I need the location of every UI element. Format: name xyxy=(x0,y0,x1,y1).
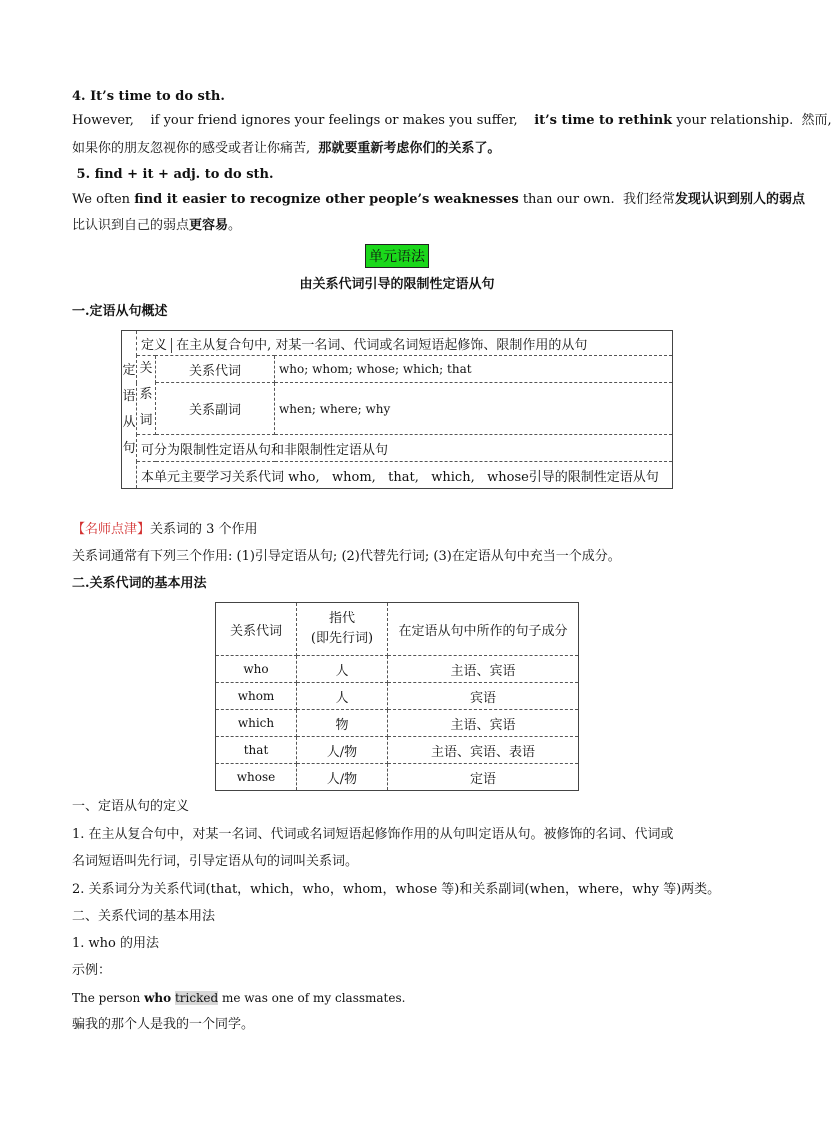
section-4-chinese xyxy=(72,140,500,158)
tip-tag: 【名师点津】 xyxy=(72,522,151,537)
bold-phrase: 发现认识到别人的弱点 xyxy=(674,192,805,207)
cell: 主语、宾语 xyxy=(388,710,579,737)
table-row xyxy=(216,656,579,683)
who-usage-heading: 1. who 的用法 xyxy=(72,936,159,951)
table-header-row xyxy=(216,603,579,656)
char: 语 xyxy=(122,388,136,404)
pronoun-usage-table xyxy=(215,602,579,791)
header-line: 指代 xyxy=(328,611,355,626)
table-row xyxy=(122,331,673,356)
cell: 宾语 xyxy=(388,683,579,710)
tip-body: 关系词通常有下列三个作用: (1)引导定语从句; (2)代替先行词; (3)在定语从句中充当一个成分。 xyxy=(72,549,621,564)
section-5-english xyxy=(72,191,805,209)
overview-table xyxy=(121,330,673,489)
def-label: 定义 xyxy=(141,337,168,353)
cell: 人 xyxy=(297,683,388,710)
highlighted-word: tricked xyxy=(174,991,219,1005)
cell: whose xyxy=(216,764,297,791)
table-row xyxy=(216,710,579,737)
unit-grammar-badge: 单元语法 xyxy=(365,244,429,268)
example-translation: 骗我的那个人是我的一个同学。 xyxy=(72,1017,255,1032)
table-row xyxy=(216,683,579,710)
text: than our own. 我们经常 xyxy=(518,192,675,207)
adv-label: 关系副词 xyxy=(156,383,275,435)
section-4-heading: 4. It’s time to do sth. xyxy=(72,89,225,104)
bold-phrase: find it easier to recognize other people’s weaknesses xyxy=(134,192,519,207)
char: 关 xyxy=(139,361,153,376)
cell: whom xyxy=(216,683,297,710)
text: your relationship. 然而, xyxy=(672,113,832,128)
text: We often xyxy=(72,192,135,207)
cell: 定语 xyxy=(388,764,579,791)
cell: 主语、宾语 xyxy=(388,656,579,683)
section-5-heading: 5. find + it + adj. to do sth. xyxy=(72,167,274,182)
char: 定 xyxy=(122,362,136,378)
cell: that xyxy=(216,737,297,764)
section-2-heading: 二.关系代词的基本用法 xyxy=(72,576,207,591)
bold-phrase: 更容易 xyxy=(189,218,229,233)
bold-phrase: 那就要重新考虑你们的关系了。 xyxy=(318,141,501,156)
pron-text: who; whom; whose; which; that xyxy=(275,356,673,383)
section-4-english xyxy=(72,112,832,130)
cell: 物 xyxy=(297,710,388,737)
grammar-title: 由关系代词引导的限制性定语从句 xyxy=(299,277,495,292)
unit-badge-wrap xyxy=(72,244,722,268)
text: However, if your friend ignores your feelings or makes you suffer, xyxy=(72,113,535,128)
definition-p1b: 名词短语叫先行词，引导定语从句的词叫关系词。 xyxy=(72,854,359,869)
section-1-heading: 一.定语从句概述 xyxy=(72,304,168,319)
cell: which xyxy=(216,710,297,737)
char: 词 xyxy=(139,413,153,428)
pron-label: 关系代词 xyxy=(156,356,275,383)
bold-phrase: it’s time to rethink xyxy=(534,113,673,128)
definition-cell xyxy=(137,331,673,356)
definition-p1a: 1. 在主从复合句中，对某一名词、代词或名词短语起修饰作用的从句叫定语从句。被修饰的名词、代词或 xyxy=(72,827,674,842)
table-row xyxy=(122,435,673,462)
tip-line xyxy=(72,521,258,539)
text: 。 xyxy=(228,218,242,233)
def-text: 在主从复合句中, 对某一名词、代词或名词短语起修饰、限制作用的从句 xyxy=(171,338,587,353)
header-cell xyxy=(297,603,388,656)
header-cell: 关系代词 xyxy=(216,603,297,656)
text: me was one of my classmates. xyxy=(218,991,406,1005)
relative-word-vertical xyxy=(137,356,156,435)
table-row xyxy=(122,383,673,435)
char: 句 xyxy=(122,440,136,456)
header-cell: 在定语从句中所作的句子成分 xyxy=(388,603,579,656)
table-row xyxy=(122,356,673,383)
types-cell: 可分为限制性定语从句和非限制性定语从句 xyxy=(137,435,673,462)
table-row xyxy=(216,764,579,791)
usage-heading: 二、关系代词的基本用法 xyxy=(72,909,216,924)
tip-title: 关系词的 3 个作用 xyxy=(150,522,258,537)
text: 如果你的朋友忽视你的感受或者让你痛苦, xyxy=(72,141,319,156)
adv-text: when; where; why xyxy=(275,383,673,435)
table-row xyxy=(216,737,579,764)
char: 从 xyxy=(122,414,136,430)
text: 比认识到自己的弱点 xyxy=(72,218,190,233)
text: The person xyxy=(72,991,145,1005)
example-sentence xyxy=(72,989,405,1007)
example-label: 示例： xyxy=(72,963,112,978)
table-row xyxy=(122,462,673,489)
cell: 主语、宾语、表语 xyxy=(388,737,579,764)
definition-p2: 2. 关系词分为关系代词(that，which，who，whom，whose 等)和关系副词(when，where，why 等)两类。 xyxy=(72,882,721,897)
cell: 人/物 xyxy=(297,764,388,791)
vertical-label-cell xyxy=(122,331,137,489)
section-5-chinese xyxy=(72,217,241,235)
definition-heading: 一、定语从句的定义 xyxy=(72,799,190,814)
cell: 人 xyxy=(297,656,388,683)
cell: who xyxy=(216,656,297,683)
header-line: (即先行词) xyxy=(310,631,374,646)
cell: 人/物 xyxy=(297,737,388,764)
unit-focus-cell: 本单元主要学习关系代词 who, whom, that, which, whose引导的限制性定语从句 xyxy=(137,462,673,489)
char: 系 xyxy=(139,387,153,402)
bold-word: who xyxy=(144,991,172,1005)
